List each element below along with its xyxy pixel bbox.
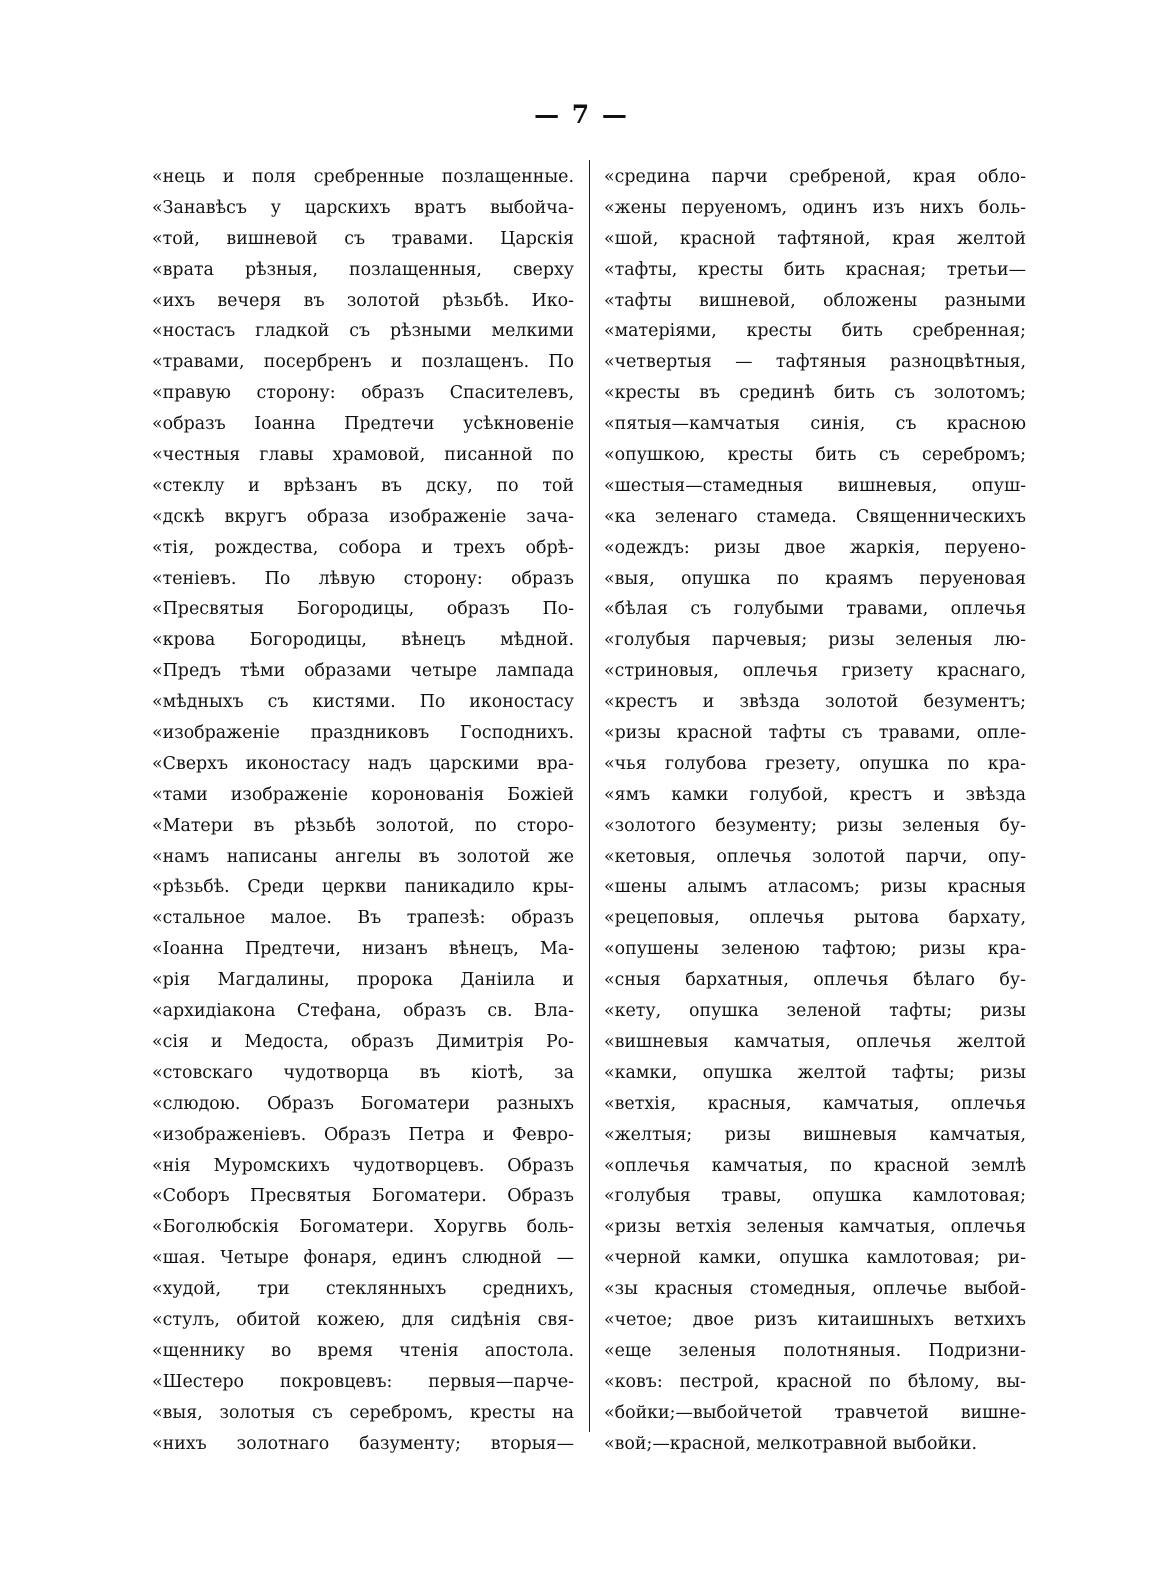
text-line: «выя, золотыя съ серебромъ, кресты на [152,1402,574,1423]
text-line: «честныя главы храмовой, писанной по [152,445,574,466]
text-line: «стриновыя, оплечья гризету краснаго, [604,661,1026,682]
right-column [604,162,1026,1459]
text-line: «крова Богородицы, вѣнецъ мѣдной. [152,630,574,651]
text-line: «правую сторону: образъ Спасителевъ, [152,383,574,404]
text-line: «шены алымъ атласомъ; ризы красныя [604,877,1026,898]
text-line: «намъ написаны ангелы въ золотой же [152,846,574,867]
text-line: «образъ Іоанна Предтечи усѣкновеніе [152,414,574,435]
text-line: «изображеніе праздниковъ Господнихъ. [152,723,574,744]
text-line: «рѣзьбѣ. Среди церкви паникадило кры- [152,877,574,898]
text-line: «Шестеро покровцевъ: первыя—парче- [152,1371,574,1392]
text-line: «Предъ тѣми образами четыре лампада [152,661,574,682]
text-line: «выя, опушка по краямъ перуеновая [604,568,1026,589]
text-line: «ка зеленаго стамеда. Священническихъ [604,506,1026,527]
text-line: «камки, опушка желтой тафты; ризы [604,1062,1026,1083]
text-line: «вишневыя камчатыя, оплечья желтой [604,1031,1026,1052]
text-line: «Іоанна Предтечи, низанъ вѣнецъ, Ма- [152,939,574,960]
text-line: «крестъ и звѣзда золотой безументъ; [604,692,1026,713]
text-line: «той, вишневой съ травами. Царскія [152,228,574,249]
text-line: «еще зеленыя полотняныя. Подризни- [604,1340,1026,1361]
text-line: «опушены зеленою тафтою; ризы кра- [604,939,1026,960]
text-line: «матеріями, кресты бить сребренная; [604,321,1026,342]
text-line: «изображеніевъ. Образъ Петра и Февро- [152,1124,574,1145]
text-line: «средина парчи сребреной, края обло- [604,167,1026,187]
text-line: «дскѣ вкругъ образа изображеніе зача- [152,506,574,527]
text-line: «кресты въ срединѣ бить съ золотомъ; [604,383,1026,404]
text-line: «нець и поля сребренные позлащенные. [152,167,574,187]
text-line: «стеклу и врѣзанъ въ дску, по той [152,475,574,496]
text-line: «вой;—красной, мелкотравной выбойки. [604,1433,978,1454]
text-line: «нія Муромскихъ чудотворцевъ. Образъ [152,1155,574,1176]
text-line: «оплечья камчатыя, по красной землѣ [604,1155,1026,1176]
text-line: «зы красныя стомедныя, оплечье выбой- [604,1279,1026,1300]
text-line: «голубыя парчевыя; ризы зеленыя лю- [604,630,1026,651]
text-line: «Соборъ Пресвятыя Богоматери. Образъ [152,1186,574,1207]
text-line: «рія Магдалины, пророка Даніила и [152,970,574,991]
text-line: «четое; двое ризъ китаишныхъ ветхихъ [604,1309,1026,1330]
text-line: «Пресвятыя Богородицы, образъ По- [152,599,574,620]
left-column [152,162,574,1459]
text-line: «чья голубова грезету, опушка по кра- [604,753,1026,774]
text-line: «жены перуеномъ, одинъ изъ нихъ боль- [604,197,1026,218]
text-line: «ризы ветхія зеленыя камчатыя, оплечья [604,1217,1026,1238]
text-line: «шестыя—стамедныя вишневыя, опуш- [604,475,1026,496]
text-line: «ковъ: пестрой, красной по бѣлому, вы- [604,1371,1026,1392]
text-line: «тафты вишневой, обложены разными [604,290,1026,311]
text-line: «ризы красной тафты съ травами, опле- [604,723,1026,744]
text-line: «желтыя; ризы вишневыя камчатыя, [604,1124,1026,1145]
text-line: «нихъ золотнаго базументу; вторыя— [152,1433,574,1454]
text-line: «шая. Четыре фонаря, единъ слюдной — [152,1248,574,1269]
text-line: «пятыя—камчатыя синія, съ красною [604,414,1026,435]
text-line: «врата рѣзныя, позлащенныя, сверху [152,259,574,280]
text-line: «ихъ вечеря въ золотой рѣзьбѣ. Ико- [152,290,574,311]
text-line: «ностасъ гладкой съ рѣзными мелкими [152,321,574,342]
text-line: «черной камки, опушка камлотовая; ри- [604,1248,1026,1269]
text-line: «архидіакона Стефана, образъ св. Вла- [152,1001,574,1022]
text-line: «травами, посербренъ и позлащенъ. По [152,352,574,373]
text-line: «сія и Медоста, образъ Димитрія Ро- [152,1031,574,1052]
text-line: «рецеповыя, оплечья рытова бархату, [604,908,1026,929]
text-line: «опушкою, кресты бить съ серебромъ; [604,445,1026,466]
text-line: «тафты, кресты бить красная; третьи— [604,259,1026,280]
text-line: «бѣлая съ голубыми травами, оплечья [604,599,1026,620]
text-line: «голубыя травы, опушка камлотовая; [604,1186,1026,1207]
text-line: «Сверхъ иконостасу надъ царскими вра- [152,753,574,774]
text-line: «худой, три стеклянныхъ среднихъ, [152,1279,574,1300]
text-line: «одеждъ: ризы двое жаркія, перуено- [604,537,1026,558]
text-line: «бойки;—выбойчетой травчетой вишне- [604,1402,1026,1423]
text-line: «золотого безументу; ризы зеленыя бу- [604,815,1026,836]
text-line: «Занавѣсъ у царскихъ вратъ выбойча- [152,197,574,218]
text-line: «теніевъ. По лѣвую сторону: образъ [152,568,574,589]
text-line: «шой, красной тафтяной, края желтой [604,228,1026,249]
text-line: «ямъ камки голубой, крестъ и звѣзда [604,784,1026,805]
text-line: «мѣдныхъ съ кистями. По иконостасу [152,692,574,713]
column-divider [589,160,590,1432]
text-line: «щеннику во время чтенія апостола. [152,1340,574,1361]
text-line: «тами изображеніе коронованія Божіей [152,784,574,805]
text-line: «кету, опушка зеленой тафты; ризы [604,1001,1026,1022]
text-line: «тія, рождества, собора и трехъ обрѣ- [152,537,574,558]
text-line: «сныя бархатныя, оплечья бѣлаго бу- [604,970,1026,991]
text-line: «Матери въ рѣзьбѣ золотой, по сторо- [152,815,574,836]
text-line: «четвертыя — тафтяныя разноцвѣтныя, [604,352,1026,373]
text-line: «стулъ, обитой кожею, для сидѣнія свя- [152,1309,574,1330]
text-line: «кетовыя, оплечья золотой парчи, опу- [604,846,1026,867]
text-line: «Боголюбскія Богоматери. Хоругвь боль- [152,1217,574,1238]
text-line: «стальное малое. Въ трапезѣ: образъ [152,908,574,929]
text-line: «стовскаго чудотворца въ кіотѣ, за [152,1062,574,1083]
text-line: «слюдою. Образъ Богоматери разныхъ [152,1093,574,1114]
text-line: «ветхія, красныя, камчатыя, оплечья [604,1093,1026,1114]
page-number: — 7 — [534,100,629,129]
